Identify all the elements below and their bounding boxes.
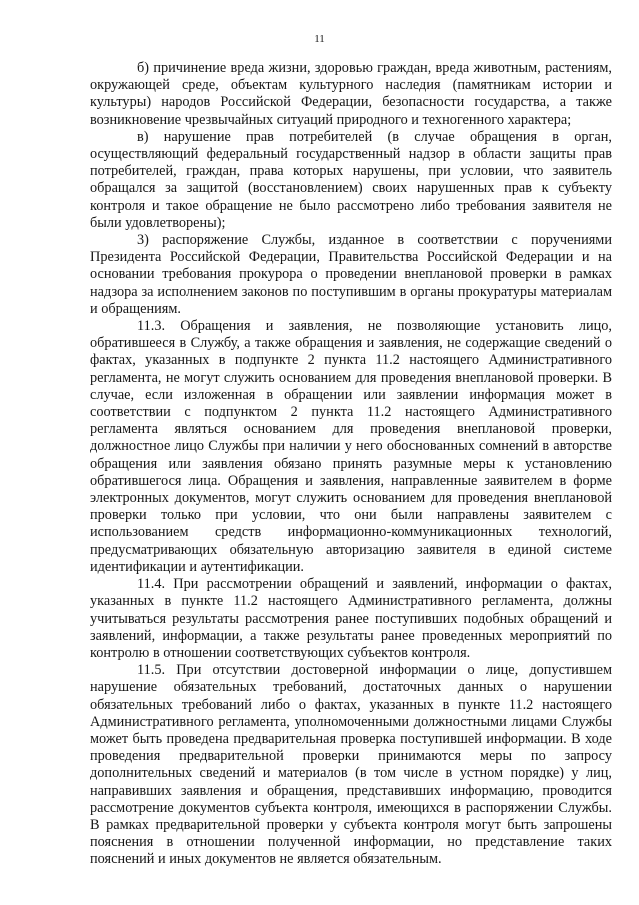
paragraph-clause-11-5: 11.5. При отсутствии достоверной информации о лице, допустившем нарушение обязательных требований, достаточных данных о нарушении обязательных требований либо о фактах, указанных в пункте 11.2 настоящего Административного регламента, уполномоченными должностными лицами Службы может быть проведена предварительная проверка поступившей информации. В ходе проведения предварительной проверки принимаются меры по запросу дополнительных сведений и материалов (в том числе в устном порядке) у лиц, направивших заявления и обращения, представивших информацию, проводится рассмотрение документов субъекта контроля, имеющихся в распоряжении Службы. В рамках предварительной проверки у субъекта контроля могут быть запрошены пояснения в отношении полученной информации, но представление таких пояснений и иных документов не является обязательным. bbox=[90, 662, 612, 868]
paragraph-consumer-rights-item-v: в) нарушение прав потребителей (в случае обращения в орган, осуществляющий федеральный государственный надзор в области защиты прав потребителей, граждан, права которых нарушены, при условии, что заявитель обращался за защитой (восстановлением) своих нарушенных прав к субъекту контроля и такое обращение не было рассмотрено либо требования заявителя не были удовлетворены); bbox=[90, 128, 612, 231]
paragraph-service-order-item-3: 3) распоряжение Службы, изданное в соответствии с поручениями Президента Российской Федерации, Правительства Российской Федерации и на основании требования прокурора о проведении внеплановой проверки в рамках надзора за исполнением законов по поступившим в органы прокуратуры материалам и обращениям. bbox=[90, 232, 612, 317]
document-body bbox=[90, 60, 612, 869]
paragraph-clause-11-3: 11.3. Обращения и заявления, не позволяющие установить лицо, обратившееся в Службу, а также обращения и заявления, не содержащие сведений о фактах, указанных в подпункте 2 пункта 11.2 настоящего Административного регламента, не могут служить основанием для проведения внеплановой проверки. В случае, если изложенная в обращении или заявлении информация может в соответствии с подпунктом 2 пункта 11.2 настоящего Административного регламента являться основанием для проведения внеплановой проверки, должностное лицо Службы при наличии у него обоснованных сомнений в авторстве обращения или заявления обязано принять разумные меры к установлению обратившегося лица. Обращения и заявления, направленные заявителем в форме электронных документов, могут служить основанием для проведения внеплановой проверки только при условии, что они были направлены заявителем с использованием средств информационно-коммуникационных технологий, предусматривающих обязательную авторизацию заявителя в единой системе идентификации и аутентификации. bbox=[90, 318, 612, 575]
page-number: 11 bbox=[314, 33, 325, 45]
paragraph-clause-11-4: 11.4. При рассмотрении обращений и заявлений, информации о фактах, указанных в пункте 11.2 настоящего Административного регламента, должны учитываться результаты рассмотрения ранее поступивших подобных обращений и заявлений, информации, а также результаты ранее проведенных мероприятий по контролю в отношении соответствующих субъектов контроля. bbox=[90, 576, 612, 661]
paragraph-harm-list-item-b: б) причинение вреда жизни, здоровью граждан, вреда животным, растениям, окружающей среде, объектам культурного наследия (памятникам истории и культуры) народов Российской Федерации, безопасности государства, а также возникновение чрезвычайных ситуаций природного и техногенного характера; bbox=[90, 60, 612, 128]
